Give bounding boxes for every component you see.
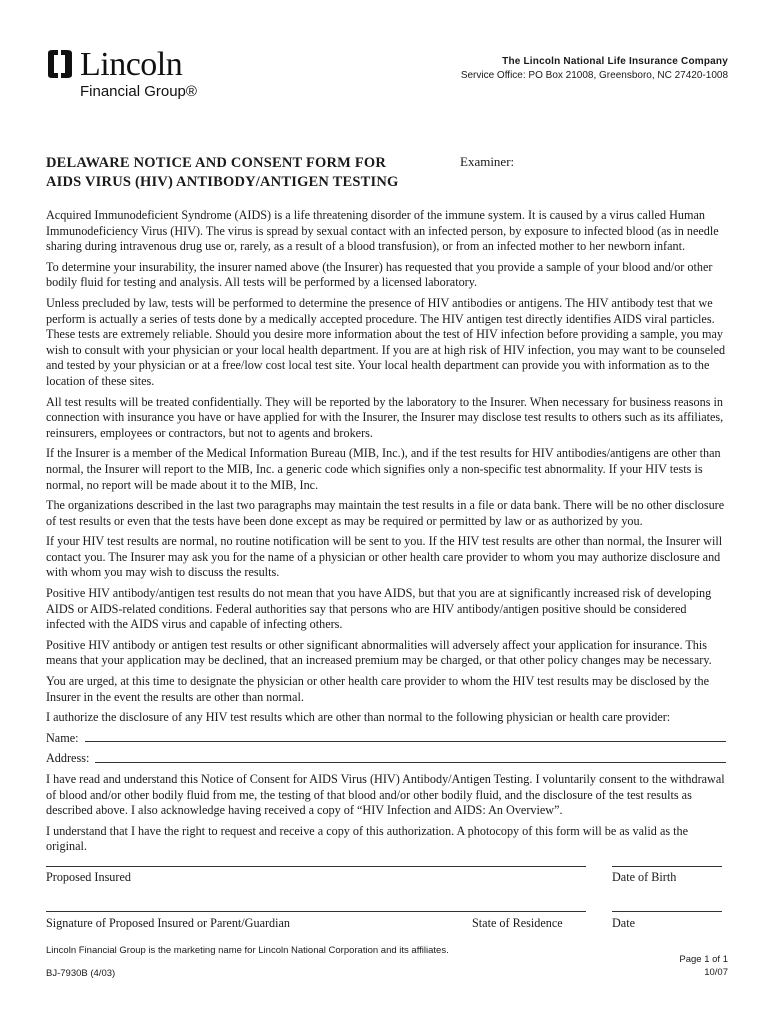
address-blank[interactable] (95, 751, 726, 763)
paragraph: You are urged, at this time to designate the physician or other health care provider to whom the HIV test results may be disclosed by the Insurer in the event the results are other than normal. (46, 674, 710, 704)
address-field[interactable] (46, 751, 726, 767)
proposed-insured-line[interactable] (46, 866, 586, 867)
paragraph: To determine your insurability, the insurer named above (the Insurer) has requested that you provide a sample of your blood and/or other bodily fluid for testing and analysis. All tests will be performed by a licensed laboratory. (46, 259, 713, 290)
lincoln-logo (46, 47, 216, 107)
lincoln-emblem-icon (46, 49, 74, 79)
revision-date: 10/07 (704, 967, 728, 978)
paragraph: Positive HIV antibody/antigen test results do not mean that you have AIDS, but that you are at significantly increased risk of developing AIDS or AIDS-related conditions. Federal authorities say that persons who are HIV antibody/antigen positive should be considered infected with the AIDS virus and capable of infecting others. (46, 586, 712, 632)
signature-line[interactable] (46, 911, 586, 912)
marketing-note: Lincoln Financial Group is the marketing name for Lincoln National Corporation and its affiliates. (46, 945, 449, 956)
paragraph: Positive HIV antibody or antigen test results or other significant abnormalities will adversely affect your application for insurance. This means that your application may be declined, that an increased premium may be charged, or that other policy changes may be necessary. (46, 637, 712, 668)
form-title-line-1: DELAWARE NOTICE AND CONSENT FORM FOR (46, 155, 387, 171)
paragraph: I authorize the disclosure of any HIV test results which are other than normal to the following physician or health care provider: (46, 710, 671, 725)
date-of-birth-label: Date of Birth (612, 870, 677, 884)
signature-label: Signature of Proposed Insured or Parent/Guardian (46, 916, 291, 930)
name-label: Name: (46, 730, 79, 745)
company-name: The Lincoln National Life Insurance Company (502, 56, 728, 67)
paragraph: If your HIV test results are normal, no routine notification will be sent to you. If the HIV test results are other than normal, the Insurer will contact you. The Insurer may ask you for the name of a physician or other health care provider to whom you may authorize disclosure and with whom you may wish to discuss the results. (46, 534, 723, 580)
address-label: Address: (46, 751, 90, 766)
name-blank[interactable] (85, 731, 727, 743)
state-of-residence-label: State of Residence (472, 916, 563, 930)
form-body (46, 208, 726, 860)
logo-subtitle: Financial Group® (80, 83, 197, 100)
name-field[interactable] (46, 731, 726, 747)
copy-rights-paragraph: I understand that I have the right to request and receive a copy of this authorization. A photocopy of this form will be as valid as the original. (46, 823, 689, 854)
paragraph: Acquired Immunodeficient Syndrome (AIDS) is a life threatening disorder of the immune system. It is caused by a virus called Human Immunodeficiency Virus (HIV). The virus is spread by sexual contact with an infected person, by exposure to infected blood (as in needle sharing during intravenous drug use or, rarely, as a result of a blood transfusion), or from an infected mother to her newborn infant. (46, 208, 719, 254)
proposed-insured-label: Proposed Insured (46, 870, 131, 884)
service-office: Service Office: PO Box 21008, Greensboro, NC 27420-1008 (460, 70, 728, 81)
form-title-line-2: AIDS VIRUS (HIV) ANTIBODY/ANTIGEN TESTING (46, 174, 399, 190)
page-number: Page 1 of 1 (679, 954, 728, 965)
paragraph: Unless precluded by law, tests will be performed to determine the presence of HIV antibodies or antigens. The HIV antibody test that we perform is actually a series of tests done by a medically accepted procedure. The HIV antigen test directly identifies AIDS viral particles. These tests are extremely reliable. Should you desire more information about the test of HIV infection before providing a sample, you may wish to consult with your physician or your local health department. If you are at high risk of HIV infection, you may want to be counseled and tested by your physician or at a free/low cost local test site. Your local health department can provide you with information as to the location of these sites. (46, 295, 726, 388)
company-block (461, 55, 728, 83)
paragraph: If the Insurer is a member of the Medical Information Bureau (MIB, Inc.), and if the test results for HIV antibodies/antigens are other than normal, the Insurer will report to the MIB, Inc. a generic code which signifies only a non-specific test abnormality. If your HIV tests is normal, no report will be made about it to the MIB, Inc. (46, 446, 721, 492)
date-line[interactable] (612, 911, 722, 912)
examiner-label: Examiner: (460, 154, 515, 169)
consent-paragraph: I have read and understand this Notice of Consent for AIDS Virus (HIV) Antibody/Antigen Testing. I voluntarily consent to the withdrawal of blood and/or other bodily fluid from me, the testing of that blood and/or other bodily fluid, and the disclosure of the test results as described above. I also acknowledge having received a copy of “HIV Infection and AIDS: An Overview”. (46, 772, 725, 818)
form-title (46, 154, 446, 192)
date-of-birth-line[interactable] (612, 866, 722, 867)
date-label: Date (612, 916, 636, 930)
form-number: BJ-7930B (4/03) (46, 968, 116, 979)
logo-wordmark: Lincoln (80, 46, 183, 83)
paragraph: All test results will be treated confidentially. They will be reported by the laboratory to the Insurer. When necessary for business reasons in connection with insurance you have or have applied for with the Insurer, the Insurer may disclose test results to others such as its affiliates, reinsurers, employees or contractors, but not to agents and brokers. (46, 394, 724, 440)
paragraph: The organizations described in the last two paragraphs may maintain the test results in a file or data bank. There will be no other disclosure of test results or even that the tests have been done except as may be required or permitted by law or as authorized by you. (46, 498, 725, 528)
